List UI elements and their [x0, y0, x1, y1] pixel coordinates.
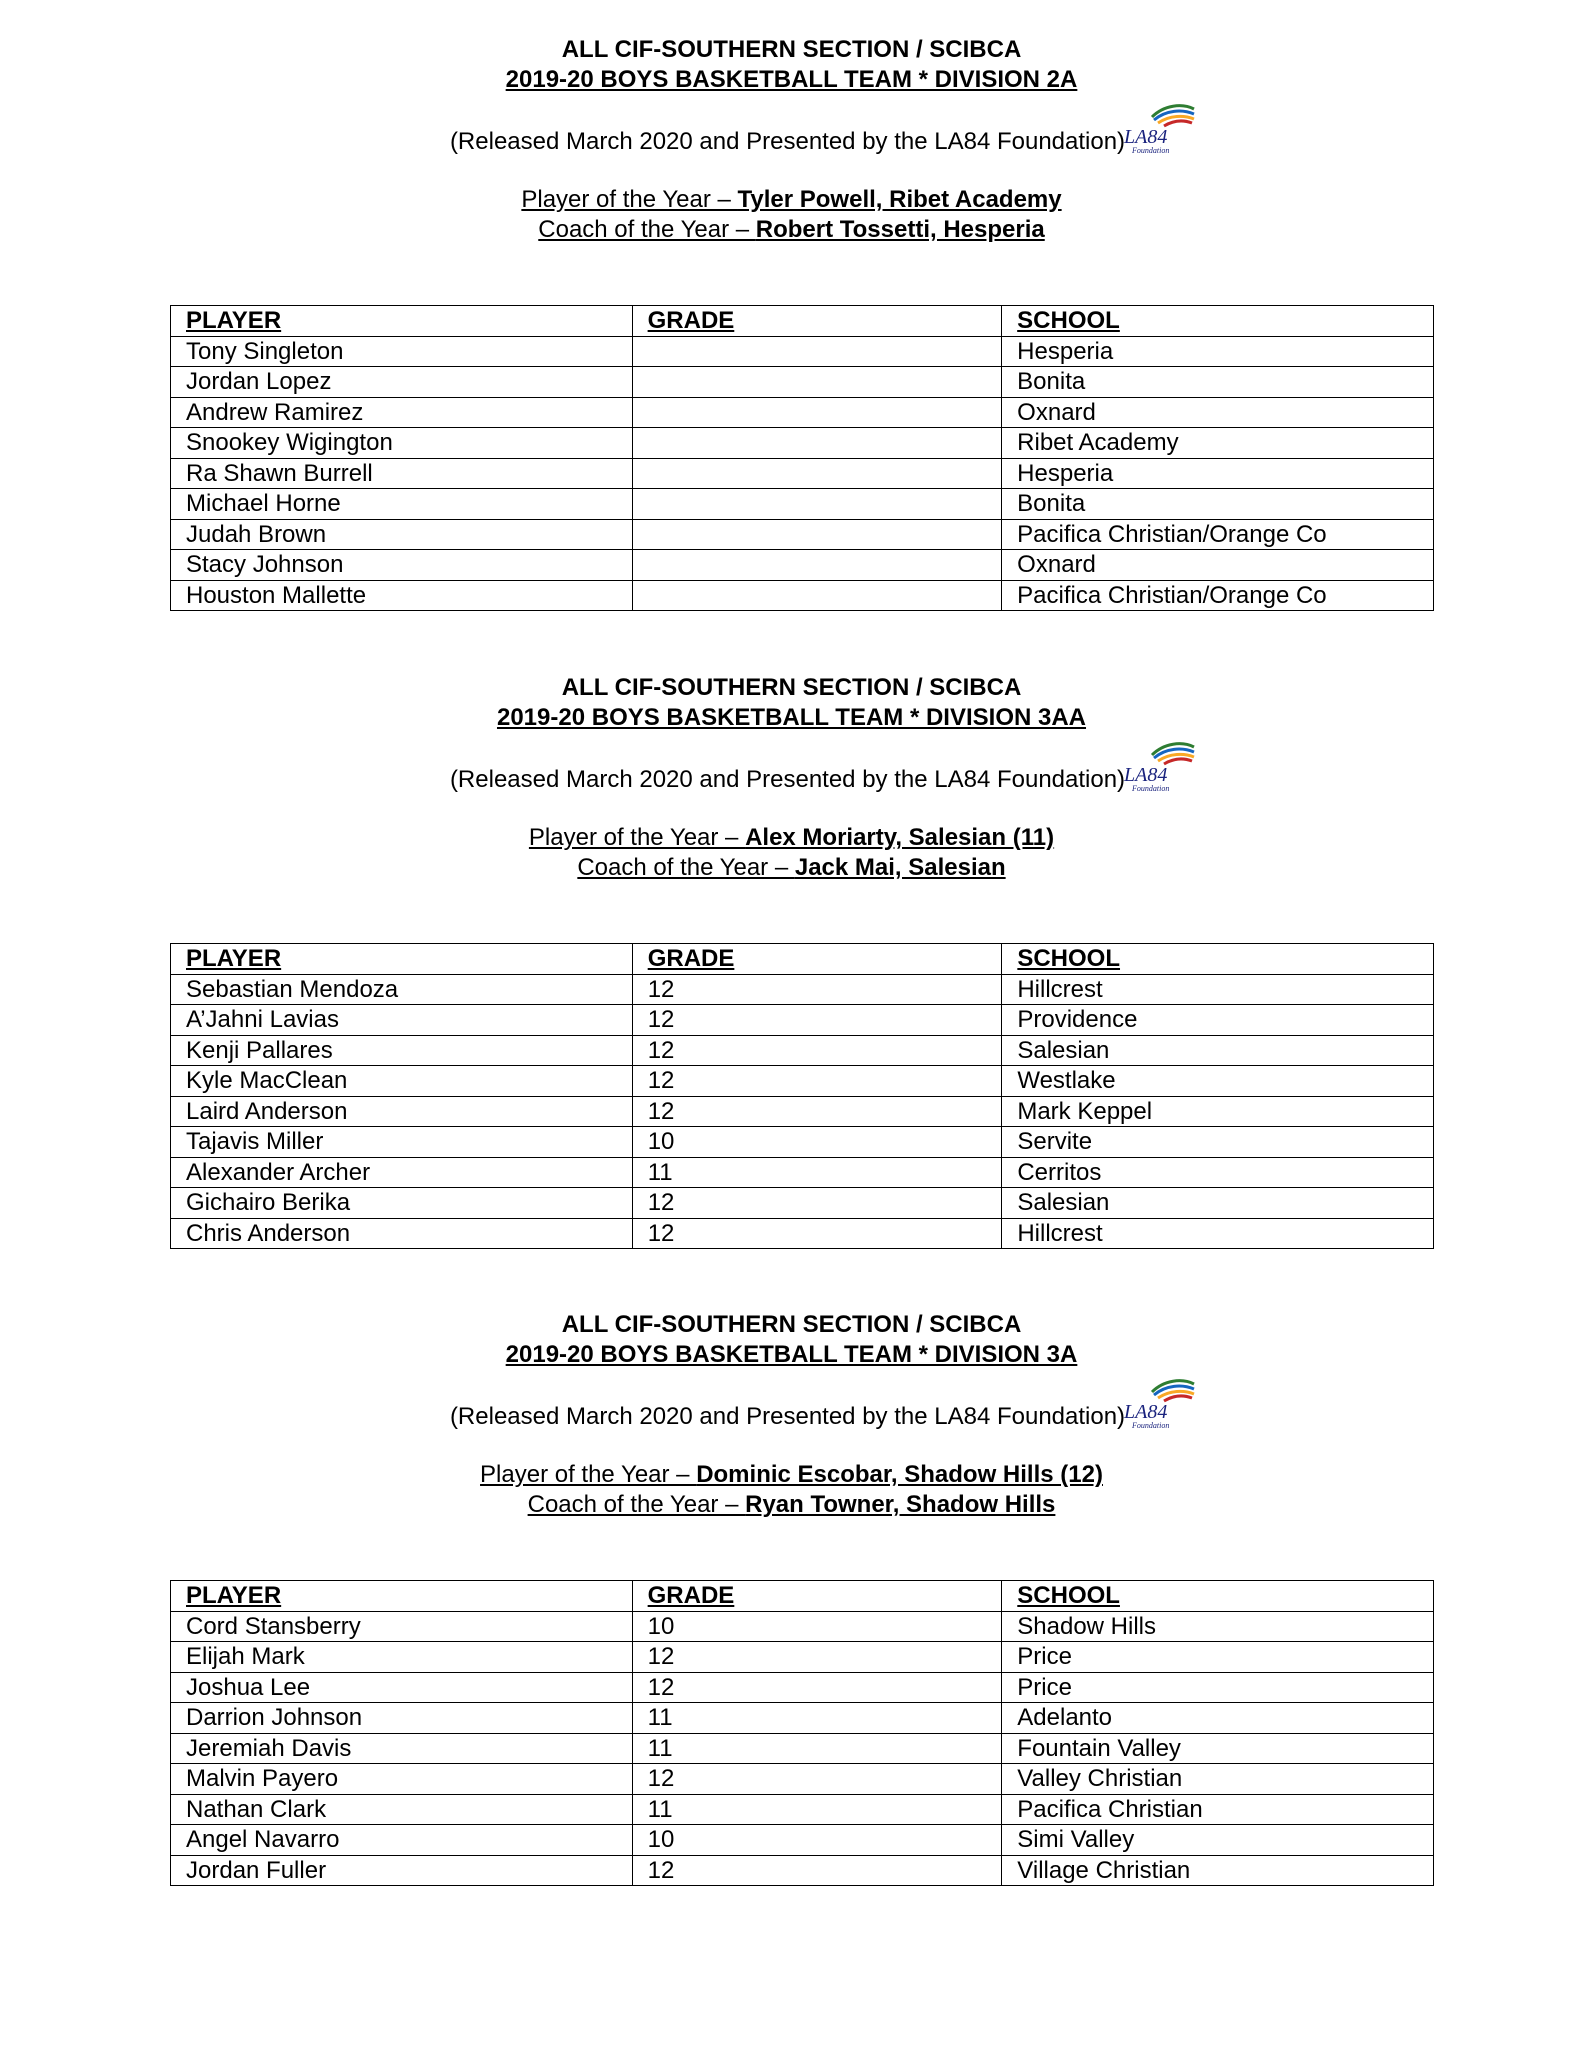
school-cell: Cerritos — [1002, 1157, 1434, 1188]
grade-cell — [632, 519, 1002, 550]
grade-cell: 12 — [632, 1096, 1002, 1127]
table-row — [171, 1794, 1434, 1825]
player-cell: Stacy Johnson — [171, 550, 633, 581]
grade-cell: 12 — [632, 1855, 1002, 1886]
player-cell: Tajavis Miller — [171, 1127, 633, 1158]
school-cell: Price — [1002, 1642, 1434, 1673]
school-cell: Providence — [1002, 1005, 1434, 1036]
roster-table-division-2a — [170, 305, 1434, 611]
player-cell: Jeremiah Davis — [171, 1733, 633, 1764]
school-cell: Salesian — [1002, 1035, 1434, 1066]
awards — [0, 823, 1583, 883]
table-row — [171, 428, 1434, 459]
school-cell: Salesian — [1002, 1188, 1434, 1219]
school-cell: Simi Valley — [1002, 1825, 1434, 1856]
grade-cell — [632, 428, 1002, 459]
coach-of-year — [0, 1490, 1583, 1520]
player-cell: Alexander Archer — [171, 1157, 633, 1188]
grade-cell: 12 — [632, 1035, 1002, 1066]
coach-of-year — [0, 215, 1583, 245]
column-header-player: PLAYER — [171, 306, 633, 337]
la84-logo-icon — [1118, 101, 1198, 157]
table-row — [171, 1005, 1434, 1036]
player-cell: Malvin Payero — [171, 1764, 633, 1795]
release-note — [0, 765, 1583, 795]
school-cell: Bonita — [1002, 367, 1434, 398]
release-text: (Released March 2020 and Presented by the LA84 Foundation) — [449, 766, 1126, 793]
school-cell: Westlake — [1002, 1066, 1434, 1097]
la84-logo-icon — [1118, 739, 1198, 795]
grade-cell — [632, 489, 1002, 520]
roster-table-division-3a — [170, 1580, 1434, 1886]
school-cell: Adelanto — [1002, 1703, 1434, 1734]
school-cell: Oxnard — [1002, 397, 1434, 428]
column-header-school: SCHOOL — [1002, 1581, 1434, 1612]
table-header-row — [171, 944, 1434, 975]
school-cell: Valley Christian — [1002, 1764, 1434, 1795]
player-cell: Sebastian Mendoza — [171, 974, 633, 1005]
school-cell: Hillcrest — [1002, 974, 1434, 1005]
poy-label: Player of the Year – — [528, 824, 746, 851]
table-row — [171, 519, 1434, 550]
grade-cell: 12 — [632, 1218, 1002, 1249]
player-cell: Gichairo Berika — [171, 1188, 633, 1219]
player-cell: Michael Horne — [171, 489, 633, 520]
column-header-grade: GRADE — [632, 1581, 1002, 1612]
table-row — [171, 1764, 1434, 1795]
column-header-grade: GRADE — [632, 944, 1002, 975]
grade-cell: 11 — [632, 1733, 1002, 1764]
table-row — [171, 1157, 1434, 1188]
grade-cell — [632, 397, 1002, 428]
school-cell: Pacifica Christian/Orange Co — [1002, 580, 1434, 611]
section-title: 2019-20 BOYS BASKETBALL TEAM * DIVISION 2A — [505, 66, 1078, 93]
player-cell: Joshua Lee — [171, 1672, 633, 1703]
column-header-grade: GRADE — [632, 306, 1002, 337]
table-header-row — [171, 1581, 1434, 1612]
player-cell: Laird Anderson — [171, 1096, 633, 1127]
player-cell: Elijah Mark — [171, 1642, 633, 1673]
player-cell: A’Jahni Lavias — [171, 1005, 633, 1036]
coy-label: Coach of the Year – — [577, 854, 795, 881]
player-cell: Snookey Wigington — [171, 428, 633, 459]
logo-name: LA84 — [1124, 1401, 1168, 1423]
grade-cell: 12 — [632, 1764, 1002, 1795]
grade-cell: 10 — [632, 1825, 1002, 1856]
grade-cell: 12 — [632, 1066, 1002, 1097]
grade-cell — [632, 367, 1002, 398]
table-row — [171, 1703, 1434, 1734]
table-row — [171, 397, 1434, 428]
school-cell: Hesperia — [1002, 336, 1434, 367]
school-cell: Shadow Hills — [1002, 1611, 1434, 1642]
poy-value: Alex Moriarty, Salesian (11) — [745, 824, 1055, 851]
player-of-year — [0, 823, 1583, 853]
table-row — [171, 1672, 1434, 1703]
school-cell: Price — [1002, 1672, 1434, 1703]
release-text: (Released March 2020 and Presented by the LA84 Foundation) — [449, 128, 1126, 155]
school-cell: Oxnard — [1002, 550, 1434, 581]
section-division-3aa — [0, 673, 1583, 883]
player-cell: Darrion Johnson — [171, 1703, 633, 1734]
player-cell: Chris Anderson — [171, 1218, 633, 1249]
coy-label: Coach of the Year – — [527, 1491, 746, 1518]
section-title: 2019-20 BOYS BASKETBALL TEAM * DIVISION 3AA — [496, 704, 1087, 731]
poy-value: Dominic Escobar, Shadow Hills (12) — [696, 1461, 1103, 1488]
table-row — [171, 1127, 1434, 1158]
column-header-player: PLAYER — [171, 1581, 633, 1612]
logo-sub: Foundation — [1132, 1421, 1170, 1430]
roster-table-division-3aa — [170, 943, 1434, 1249]
column-header-school: SCHOOL — [1002, 944, 1434, 975]
school-cell: Bonita — [1002, 489, 1434, 520]
grade-cell: 11 — [632, 1703, 1002, 1734]
table-row — [171, 336, 1434, 367]
table-row — [171, 1218, 1434, 1249]
player-cell: Tony Singleton — [171, 336, 633, 367]
logo-name: LA84 — [1124, 126, 1168, 148]
player-cell: Judah Brown — [171, 519, 633, 550]
coy-value: Jack Mai, Salesian — [794, 854, 1006, 881]
player-cell: Cord Stansberry — [171, 1611, 633, 1642]
table-row — [171, 489, 1434, 520]
school-cell: Mark Keppel — [1002, 1096, 1434, 1127]
grade-cell: 12 — [632, 1188, 1002, 1219]
coy-label: Coach of the Year – — [538, 216, 756, 243]
grade-cell: 10 — [632, 1611, 1002, 1642]
player-cell: Angel Navarro — [171, 1825, 633, 1856]
coy-value: Ryan Towner, Shadow Hills — [745, 1491, 1056, 1518]
poy-value: Tyler Powell, Ribet Academy — [737, 186, 1062, 213]
section-header: ALL CIF-SOUTHERN SECTION / SCIBCA — [561, 1311, 1022, 1338]
grade-cell: 11 — [632, 1157, 1002, 1188]
release-note — [0, 127, 1583, 157]
player-cell: Houston Mallette — [171, 580, 633, 611]
school-cell: Pacifica Christian/Orange Co — [1002, 519, 1434, 550]
poy-label: Player of the Year – — [480, 1461, 697, 1488]
player-cell: Nathan Clark — [171, 1794, 633, 1825]
player-cell: Kyle MacClean — [171, 1066, 633, 1097]
table-row — [171, 1611, 1434, 1642]
table-row — [171, 458, 1434, 489]
logo-sub: Foundation — [1132, 146, 1170, 155]
table-row — [171, 1066, 1434, 1097]
school-cell: Fountain Valley — [1002, 1733, 1434, 1764]
table-row — [171, 1733, 1434, 1764]
awards — [0, 185, 1583, 245]
table-row — [171, 550, 1434, 581]
table-row — [171, 1035, 1434, 1066]
school-cell: Pacifica Christian — [1002, 1794, 1434, 1825]
release-note — [0, 1402, 1583, 1432]
grade-cell: 12 — [632, 1642, 1002, 1673]
release-text: (Released March 2020 and Presented by the LA84 Foundation) — [449, 1403, 1126, 1430]
school-cell: Ribet Academy — [1002, 428, 1434, 459]
table-row — [171, 1188, 1434, 1219]
player-cell: Ra Shawn Burrell — [171, 458, 633, 489]
player-cell: Jordan Lopez — [171, 367, 633, 398]
grade-cell — [632, 550, 1002, 581]
logo-sub: Foundation — [1132, 784, 1170, 793]
grade-cell: 12 — [632, 1005, 1002, 1036]
table-row — [171, 580, 1434, 611]
grade-cell — [632, 580, 1002, 611]
section-division-3a — [0, 1310, 1583, 1520]
section-division-2a — [0, 35, 1583, 245]
table-row — [171, 1642, 1434, 1673]
school-cell: Hesperia — [1002, 458, 1434, 489]
section-header: ALL CIF-SOUTHERN SECTION / SCIBCA — [561, 674, 1022, 701]
table-row — [171, 974, 1434, 1005]
player-of-year — [0, 185, 1583, 215]
coach-of-year — [0, 853, 1583, 883]
grade-cell: 12 — [632, 1672, 1002, 1703]
grade-cell: 10 — [632, 1127, 1002, 1158]
table-row — [171, 1855, 1434, 1886]
grade-cell — [632, 458, 1002, 489]
coy-value: Robert Tossetti, Hesperia — [755, 216, 1045, 243]
player-cell: Jordan Fuller — [171, 1855, 633, 1886]
awards — [0, 1460, 1583, 1520]
table-row — [171, 367, 1434, 398]
logo-name: LA84 — [1124, 764, 1168, 786]
la84-logo-icon — [1118, 1376, 1198, 1432]
school-cell: Hillcrest — [1002, 1218, 1434, 1249]
player-cell: Kenji Pallares — [171, 1035, 633, 1066]
column-header-player: PLAYER — [171, 944, 633, 975]
column-header-school: SCHOOL — [1002, 306, 1434, 337]
table-row — [171, 1096, 1434, 1127]
player-of-year — [0, 1460, 1583, 1490]
grade-cell: 11 — [632, 1794, 1002, 1825]
section-title: 2019-20 BOYS BASKETBALL TEAM * DIVISION 3A — [505, 1341, 1078, 1368]
player-cell: Andrew Ramirez — [171, 397, 633, 428]
poy-label: Player of the Year – — [521, 186, 738, 213]
table-header-row — [171, 306, 1434, 337]
grade-cell — [632, 336, 1002, 367]
school-cell: Village Christian — [1002, 1855, 1434, 1886]
school-cell: Servite — [1002, 1127, 1434, 1158]
table-row — [171, 1825, 1434, 1856]
grade-cell: 12 — [632, 974, 1002, 1005]
section-header: ALL CIF-SOUTHERN SECTION / SCIBCA — [561, 36, 1022, 63]
